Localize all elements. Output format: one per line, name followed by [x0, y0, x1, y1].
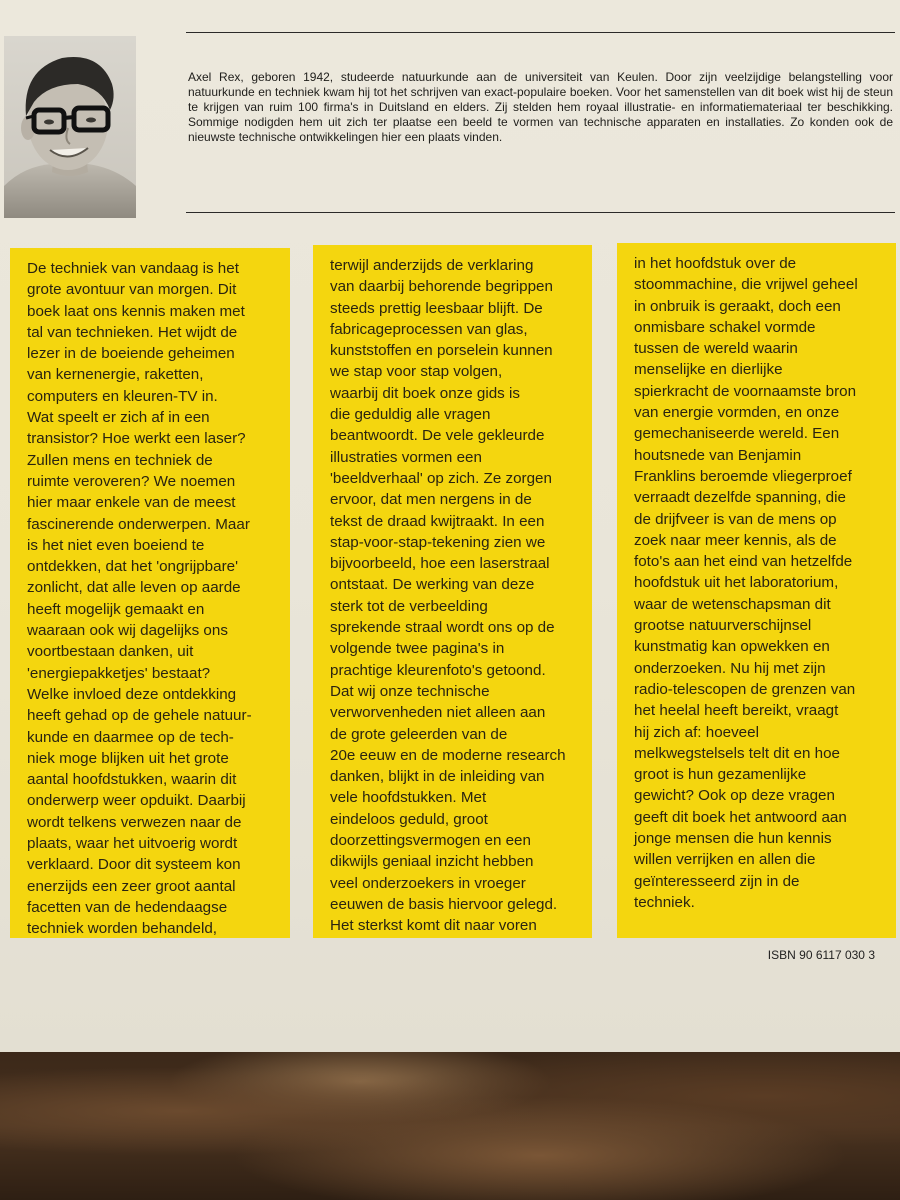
isbn-number: ISBN 90 6117 030 3: [767, 948, 875, 962]
author-portrait: [4, 36, 136, 218]
column-text: De techniek van vandaag is het grote avontuur van morgen. Dit boek laat ons kennis maken met tal van technieken. Het wijdt de lezer in de boeiende geheimen van kernenergie, raketten, computers en kleuren-TV in. Wat speelt er zich af in een transistor? Hoe werkt een laser? Zullen mens en techniek de ruimte veroveren? We noemen hier maar enkele van de meest fascinerende onderwerpen. Maar is het niet even boeiend te ontdekken, dat het 'ongrijpbare' zonlicht, dat alle leven op aarde heeft mogelijk gemaakt en waaraan ook wij dagelijks ons voortbestaan danken, uit 'energiepakketjes' bestaat? Welke invloed deze ontdekking heeft gehad op de gehele natuur- kunde en daarmee op de tech- niek moge blijken uit het grote aantal hoofdstukken, waarin dit onderwerp weer opduikt. Daarbij wordt telkens verwezen naar de plaats, waar het uitvoerig wordt verklaard. Door dit systeem kon enerzijds een zeer groot aantal facetten van de hedendaagse techniek worden behandeld,: [27, 260, 252, 938]
column-text: in het hoofdstuk over de stoommachine, die vrijwel geheel in onbruik is geraakt, doch een onmisbare schakel vormde tussen de wereld waarin menselijke en dierlijke spierkracht de voornaamste bron van energie vormden, en onze gemechaniseerde wereld. Een houtsnede van Benjamin Franklins beroemde vliegerproef verraadt dezelfde spanning, die de drijfveer is van de mens op zoek naar meer kennis, als de foto's aan het eind van hetzelfde hoofdstuk uit het laboratorium, waar de wetenschapsman dit grootse natuurverschijnsel kunstmatig kan opwekken en onderzoeken. Nu hij met zijn radio-telescopen de grenzen van het heelal heeft bereikt, vraagt hij zich af: hoeveel melkwegstelsels telt dit en hoe groot is hun gezamenlijke gewicht? Ook op deze vragen geeft dit boek het antwoord aan jonge mensen die hun kennis willen verrijken en allen die geïnteresseerd zijn in de techniek.: [634, 255, 858, 911]
text-column-1: [10, 248, 290, 938]
top-rule: [186, 32, 895, 33]
author-bio: Axel Rex, geboren 1942, studeerde natuurkunde aan de universiteit van Keulen. Door zijn veelzijdige belangstelling voor natuurkunde en techniek kwam hij tot het schrijven van exact-populaire boeken. Voor het samenstellen van dit boek wist hij de steun te krijgen van ruim 100 firma's in Duitsland en elders. Zij stelden hem royaal illustratie- en informatiemateriaal ter beschikking. Sommige nodigden hem uit zich ter plaatse een beeld te vormen van technische apparaten en installaties. Zo konden ook de nieuwste technische ontwikkelingen hier een plaats vinden.: [188, 70, 893, 144]
bottom-rule: [186, 212, 895, 213]
column-text: terwijl anderzijds de verklaring van daarbij behorende begrippen steeds prettig leesbaar blijft. De fabricageprocessen van glas, kunststoffen en porselein kunnen we stap voor stap volgen, waarbij dit boek onze gids is die geduldig alle vragen beantwoordt. De vele gekleurde illustraties vormen een 'beeldverhaal' op zich. Ze zorgen ervoor, dat men nergens in de tekst de draad kwijtraakt. In een stap-voor-stap-tekening zien we bijvoorbeeld, hoe een laserstraal ontstaat. De werking van deze sterk tot de verbeelding sprekende straal wordt ons op de volgende twee pagina's in prachtige kleurenfoto's getoond. Dat wij onze technische verworvenheden niet alleen aan de grote geleerden van de 20e eeuw en de moderne research danken, blijkt in de inleiding van vele hoofdstukken. Met eindeloos geduld, groot doorzettingsvermogen en een dikwijls geniaal inzicht hebben veel onderzoekers in vroeger eeuwen de basis hiervoor gelegd. Het sterkst komt dit naar voren: [330, 257, 566, 935]
text-column-3: [617, 243, 896, 938]
author-photo: [4, 36, 136, 218]
wooden-surface: [0, 1052, 900, 1200]
text-column-2: [313, 245, 592, 938]
